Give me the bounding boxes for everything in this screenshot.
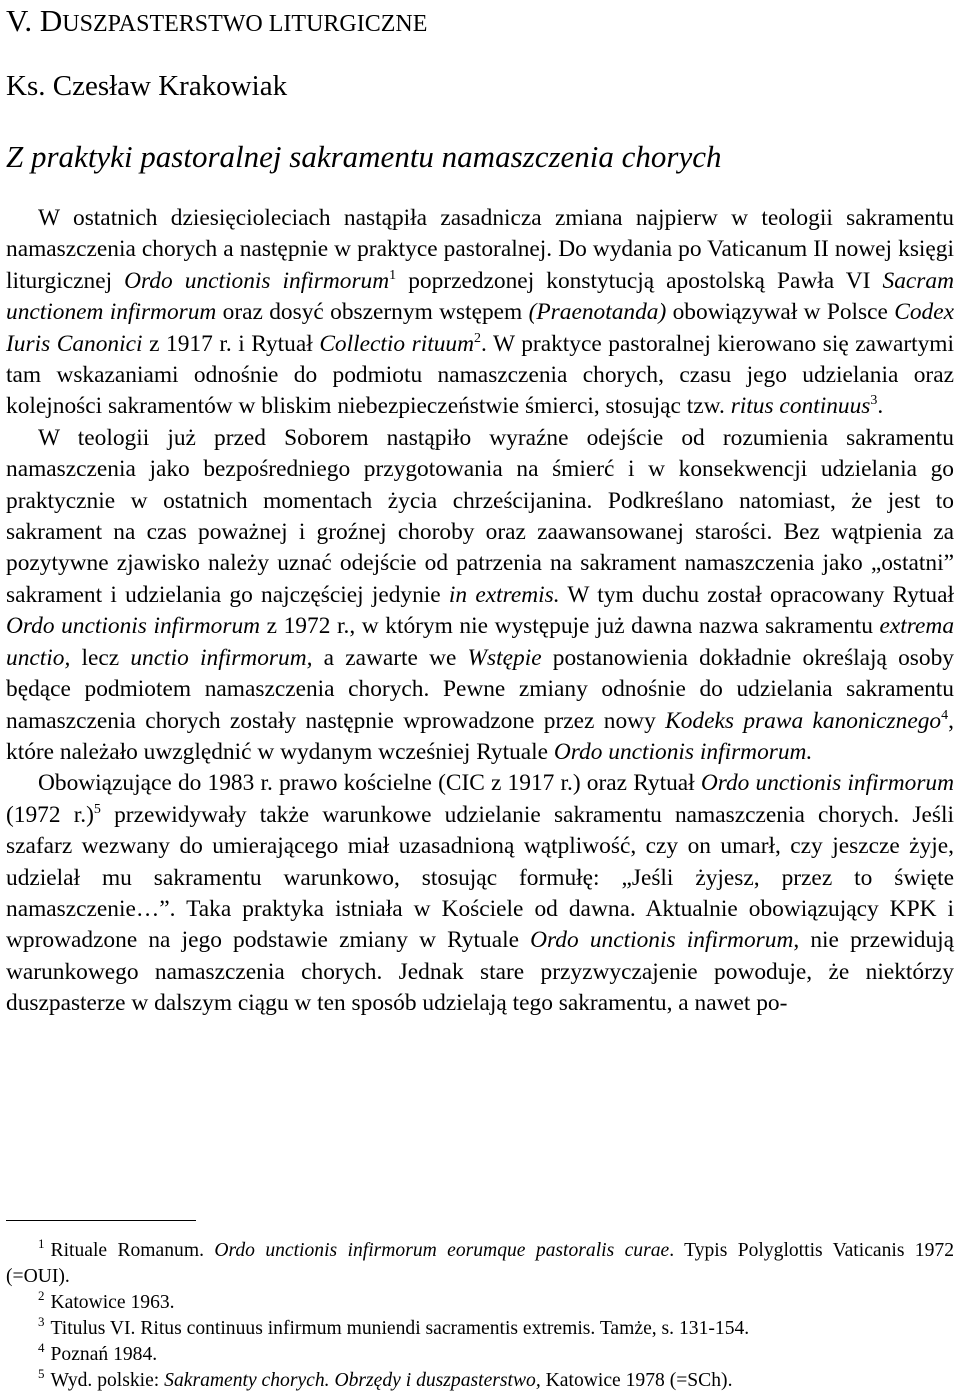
text-run: z 1917 r. i Rytuał	[142, 330, 320, 357]
article-title: Z praktyki pastoralnej sakramentu namaszczenia chorych	[6, 139, 722, 174]
footnote-3	[6, 1316, 954, 1342]
text-run: lecz	[70, 644, 131, 671]
text-run: W ostatnich dziesięcioleciach nastąpiła zasadnicza zmiana najpierw w teologii sakramentu namaszczenia chorych a następnie w praktyce pastoralnej. Do wydania po Vaticanum II nowej księgi liturgicznej	[6, 205, 954, 294]
italic-run: Sacram unctionem infirmorum	[6, 267, 954, 326]
footnote-1	[6, 1238, 954, 1290]
text-run: (1972 r.)	[6, 801, 94, 828]
footnote-5	[6, 1368, 954, 1394]
footnote-separator	[6, 1220, 196, 1221]
footnote-number: 2	[38, 1288, 45, 1304]
italic-run: Kodeks prawa kanonicznego	[665, 707, 942, 734]
italic-run: in extremis.	[448, 581, 560, 608]
italic-run: Codex Iuris Canonici	[6, 299, 955, 357]
italic-run: unctio infirmorum,	[130, 644, 313, 671]
chapter-heading-rest: USZPASTERSTWO LITURGICZNE	[62, 11, 428, 37]
text-run: .	[877, 393, 884, 420]
footnote-number: 1	[38, 1236, 45, 1252]
footnote-4	[6, 1342, 954, 1368]
paragraph-3	[6, 768, 954, 1019]
footnote-text: Poznań 1984.	[50, 1344, 158, 1365]
italic-run: Ordo unctionis infirmorum	[6, 613, 261, 640]
text-run: . W praktyce pastoralnej kierowano się zawartymi tam wskazaniami odnośnie do podmiotu namaszczenia chorych, czasu jego udzielania oraz kolejności sakramentów w bliskim niebezpieczeństwie śmierci, stosując tzw.	[6, 330, 955, 420]
chapter-heading-initial: V. D	[6, 3, 63, 38]
text-run: , nie przewidują warunkowego namaszczenia chorych. Jednak stare przyzwyczajenie powoduje, że niektórzy duszpasterze w dalszym ciągu w ten sposób udzielają tego sakramentu, a nawet po-	[6, 927, 955, 1017]
text-run: a zawarte we	[312, 644, 468, 671]
italic-run: Collectio rituum	[319, 330, 475, 357]
footnote-number: 5	[38, 1366, 45, 1382]
footnotes	[6, 1238, 954, 1394]
footnote-italic: Sakramenty chorych. Obrzędy i duszpasterstwo,	[164, 1370, 541, 1391]
footnote-ref-4[interactable]: 4	[941, 707, 949, 723]
italic-run: Ordo unctionis infirmorum	[700, 770, 955, 797]
footnote-ref-3[interactable]: 3	[870, 393, 878, 409]
footnote-ref-5[interactable]: 5	[93, 801, 101, 817]
italic-run: (Praenotanda)	[528, 299, 667, 326]
footnote-number: 4	[38, 1340, 45, 1356]
footnote-italic: Ordo unctionis infirmorum eorumque pastoralis curae	[214, 1240, 670, 1261]
footnote-text: Katowice 1978 (=SCh).	[540, 1370, 733, 1391]
footnote-text: Titulus VI. Ritus continuus infirmum muniendi sacramentis extremis. Tamże, s. 131-154.	[50, 1318, 750, 1339]
italic-run: ritus continuus	[730, 393, 871, 420]
footnote-2	[6, 1290, 954, 1316]
text-run: W teologii już przed Soborem nastąpiło wyraźne odejście od rozumienia sakramentu namaszczenia jako bezpośredniego przygotowania na śmierć i w konsekwencji udzielania go praktycznie w ostatnich momentach życia chrześcijanina. Podkreślano natomiast, że jest to sakrament na czas poważnej i groźnej choroby oraz zaawansowanej starości. Bez wątpienia za pozytywne zjawisko należy uznać odejście od patrzenia na sakrament namaszczenia jako „ostatni” sakrament i udzielania go najczęściej jedynie	[6, 424, 954, 608]
footnote-text: . Typis Polyglottis Vaticanis 1972 (=OUI).	[6, 1240, 954, 1287]
footnote-number: 3	[38, 1314, 45, 1330]
paragraph-2	[6, 423, 954, 768]
italic-run: Ordo unctionis infirmorum	[530, 927, 794, 954]
italic-run: Ordo unctionis infirmorum	[124, 267, 390, 294]
chapter-heading	[6, 2, 427, 43]
italic-run: Ordo unctionis infirmorum.	[553, 738, 813, 765]
text-run: postanowienia dokładnie określają osoby będące podmiotem namaszczenia chorych. Pewne zmiany odnośnie do udzielania sakramentu namaszczenia chorych zostały następnie wprowadzone przez nowy	[6, 644, 954, 734]
footnote-text: Rituale Romanum.	[50, 1240, 215, 1261]
text-run: Obowiązujące do 1983 r. prawo kościelne (CIC z 1917 r.) oraz Rytuał	[38, 770, 701, 797]
text-run: , które należało uwzględnić w wydanym wcześniej Rytuale	[6, 707, 954, 765]
footnote-text: Katowice 1963.	[50, 1292, 175, 1313]
italic-run: extrema unctio,	[6, 613, 955, 671]
article-body	[6, 203, 954, 1020]
text-run: z 1972 r., w którym nie występuje już dawna nazwa sakramentu	[260, 613, 880, 640]
article-author: Ks. Czesław Krakowiak	[6, 70, 288, 102]
text-run: obowiązywał w Polsce	[666, 299, 895, 326]
footnote-ref-1[interactable]: 1	[389, 268, 397, 284]
italic-run: Wstępie	[467, 644, 542, 671]
text-run: przewidywały także warunkowe udzielanie sakramentu namaszczenia chorych. Jeśli szafarz wezwany do umierającego miał uzasadnioną wątpliwość, czy on umarł, czy jeszcze żyje, udzielał mu sakramentu warunkowo, stosując formułę: „Jeśli żyjesz, przez to święte namaszczenie…”. Taka praktyka istniała w Kościele od dawna. Aktualnie obowiązujący KPK i wprowadzone na jego podstawie zmiany w Rytuale	[6, 801, 954, 954]
text-run: poprzedzonej konstytucją apostolską Pawła VI	[396, 267, 883, 294]
text-run: oraz dosyć obszernym wstępem	[216, 299, 529, 326]
footnote-text: Wyd. polskie:	[50, 1370, 165, 1391]
footnote-ref-2[interactable]: 2	[474, 330, 482, 346]
text-run: W tym duchu został opracowany Rytuał	[559, 581, 954, 608]
paragraph-1	[6, 203, 954, 423]
